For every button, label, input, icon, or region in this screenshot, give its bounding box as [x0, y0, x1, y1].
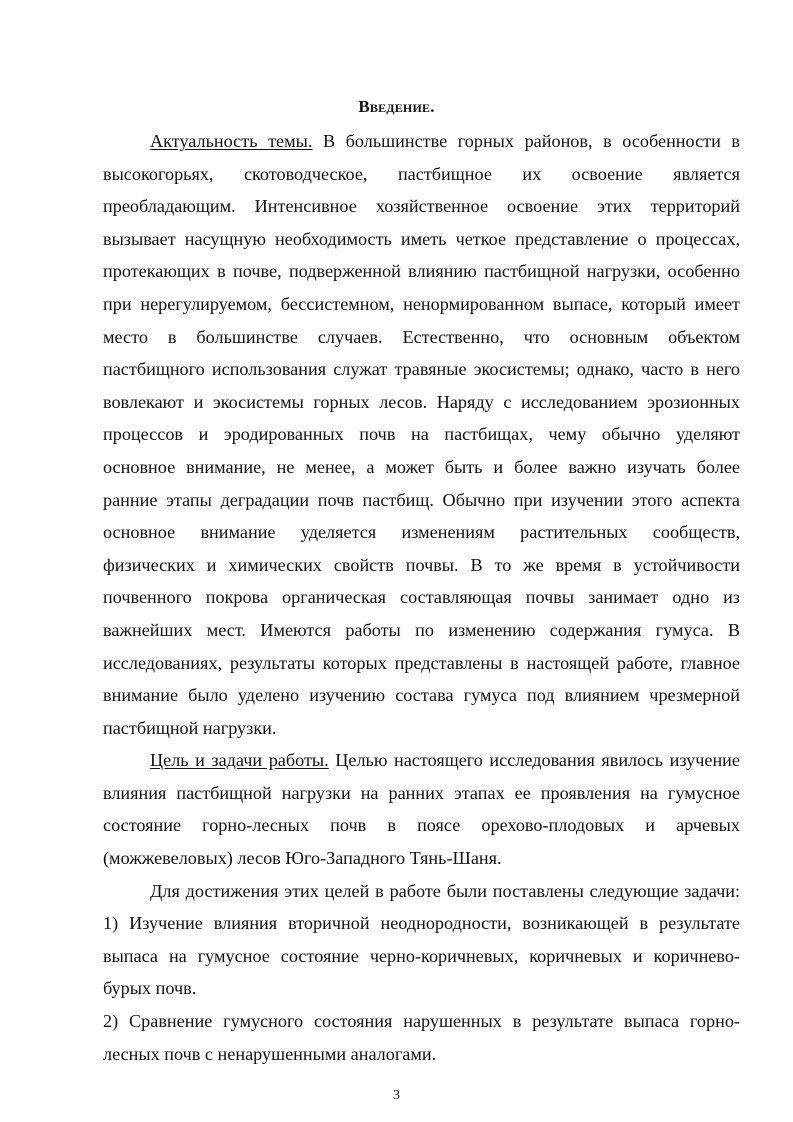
section-lead: Актуальность темы. [150, 131, 313, 151]
text-line: протекающих в почве, подверженной влиянию пастбищной нагрузки, особенно [103, 261, 740, 282]
text-line: Цель и задачи работы. Целью настоящего исследования явилось изучение [150, 750, 740, 771]
paragraph-tasks-intro [103, 875, 740, 908]
text-line: выпаса на гумусное состояние черно-коричневых, коричневых и коричнево- [103, 945, 740, 966]
text-line: при нерегулируемом, бессистемном, ненормированном выпасе, который имеет [103, 293, 740, 314]
task-item-1 [103, 907, 740, 1005]
body-text [103, 125, 740, 1070]
text-line: основное внимание уделяется изменениям растительных сообществ, [103, 522, 740, 543]
page-title: Введение. [358, 97, 435, 116]
text-line: вовлекают и экосистемы горных лесов. Наряду с исследованием эрозионных [103, 391, 740, 412]
text-line: бурых почв. [103, 978, 197, 999]
text-line: основное внимание, не менее, а может быть и более важно изучать более [103, 456, 740, 477]
text-line: пастбищной нагрузки. [103, 717, 277, 738]
text-line: влияния пастбищной нагрузки на ранних этапах ее проявления на гумусное [103, 782, 740, 803]
page-number: 3 [393, 1088, 400, 1103]
text-line: вызывает насущную необходимость иметь четкое представление о процессах, [103, 228, 740, 249]
text-line: пастбищного использования служат травяные экосистемы; однако, часто в него [103, 359, 740, 380]
text-line: 1) Изучение влияния вторичной неоднородности, возникающей в результате [103, 913, 740, 934]
text-line: процессов и эродированных почв на пастбищах, чему обычно уделяют [103, 424, 740, 445]
text-line: важнейших мест. Имеются работы по изменению содержания гумуса. В [103, 619, 740, 640]
text-line: состояние горно-лесных почв в поясе орехово-плодовых и арчевых [103, 815, 740, 836]
text-line: (можжевеловых) лесов Юго-Западного Тянь-Шаня. [103, 848, 502, 869]
text-line: почвенного покрова органическая составляющая почвы занимает одно из [103, 587, 740, 608]
text-line: ранние этапы деградации почв пастбищ. Обычно при изучении этого аспекта [103, 489, 740, 510]
text-line: Актуальность темы. В большинстве горных районов, в особенности в [150, 131, 740, 151]
section-lead: Цель и задачи работы. [150, 750, 329, 771]
text-line: физических и химических свойств почвы. В то же время в устойчивости [103, 554, 740, 575]
text-line: место в большинстве случаев. Естественно, что основным объектом [103, 326, 740, 347]
text-line: внимание было уделено изучению состава гумуса под влиянием чрезмерной [103, 685, 740, 706]
text-line: высокогорьях, скотоводческое, пастбищное их освоение является [103, 163, 740, 184]
paragraph-goals [103, 744, 740, 874]
text-line: исследованиях, результаты которых представлены в настоящей работе, главное [103, 652, 740, 673]
text-line: Для достижения этих целей в работе были поставлены следующие задачи: [150, 880, 740, 901]
text-line: лесных почв с ненарушенными аналогами. [103, 1043, 437, 1064]
paragraph-relevance [103, 125, 740, 744]
text-line: 2) Сравнение гумусного состояния нарушенных в результате выпаса горно- [103, 1011, 740, 1032]
task-item-2 [103, 1005, 740, 1070]
text-line: преобладающим. Интенсивное хозяйственное освоение этих территорий [103, 196, 740, 217]
